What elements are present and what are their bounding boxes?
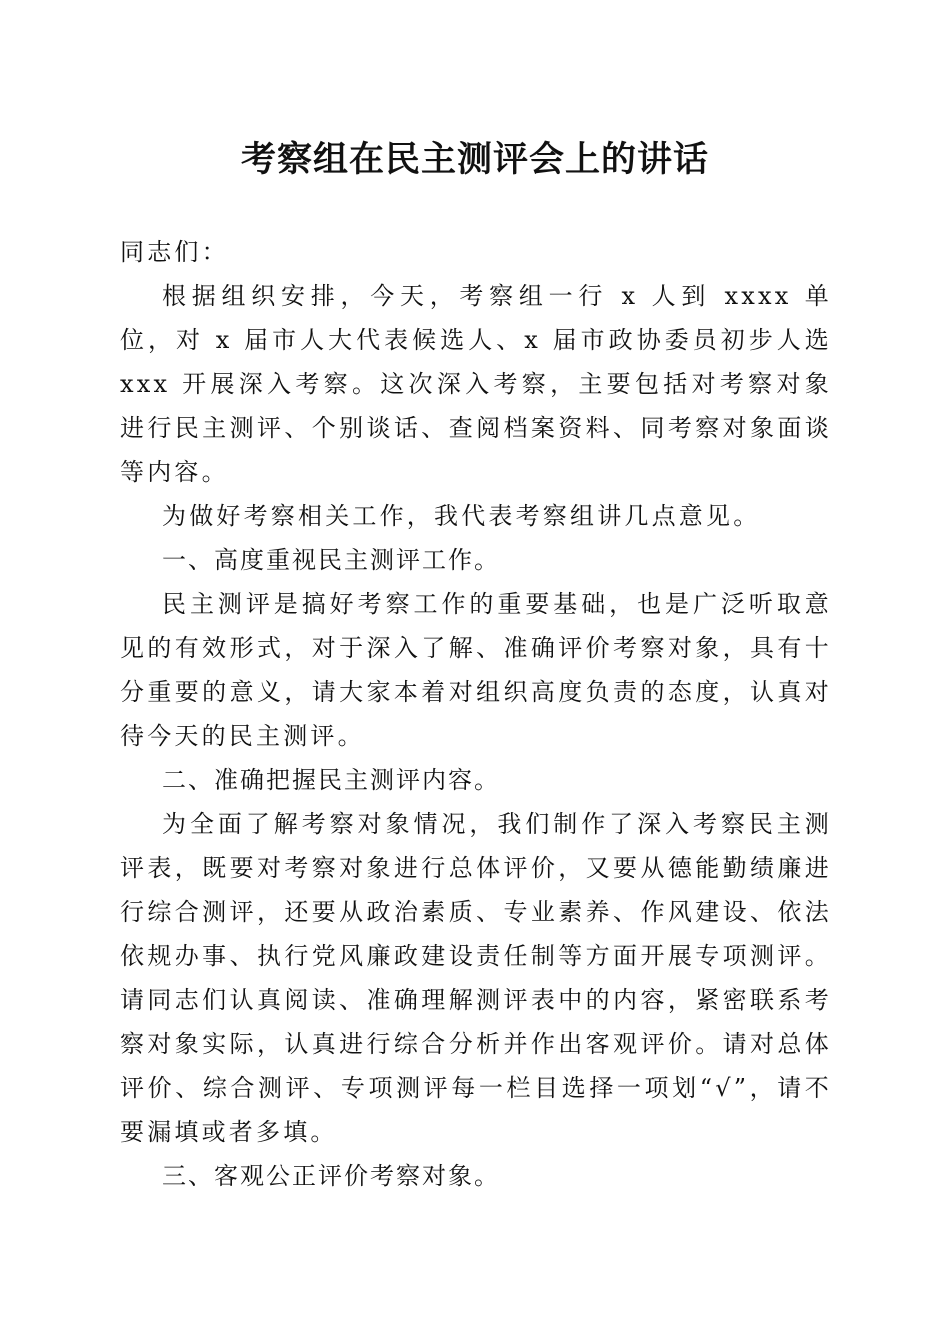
salutation: 同志们： <box>120 238 229 266</box>
paragraph-purpose: 为做好考察相关工作，我代表考察组讲几点意见。 <box>162 502 761 530</box>
paragraph-intro: 根据组织安排，今天，考察组一行 x 人到 xxxx 单位，对 x 届市人大代表候选人、x 届市政协委员初步人选 xxx 开展深入考察。这次深入考察，主要包括对考察对象进行民主测评、个别谈话、查阅档案资料、同考察对象面谈等内容。 <box>120 282 832 486</box>
section-heading-2: 二、准确把握民主测评内容。 <box>162 766 500 794</box>
document-title: 考察组在民主测评会上的讲话 <box>240 139 709 180</box>
section-body-2: 为全面了解考察对象情况，我们制作了深入考察民主测评表，既要对考察对象进行总体评价，又要从德能勤绩廉进行综合测评，还要从政治素质、专业素养、作风建设、依法依规办事、执行党风廉政建设责任制等方面开展专项测评。请同志们认真阅读、准确理解测评表中的内容，紧密联系考察对象实际，认真进行综合分析并作出客观评价。请对总体评价、综合测评、专项测评每一栏目选择一项划“√”，请不要漏填或者多填。 <box>120 810 832 1146</box>
document-body <box>120 230 832 1198</box>
section-heading-1: 一、高度重视民主测评工作。 <box>162 546 500 574</box>
section-heading-3: 三、客观公正评价考察对象。 <box>162 1162 500 1190</box>
section-body-1: 民主测评是搞好考察工作的重要基础，也是广泛听取意见的有效形式，对于深入了解、准确评价考察对象，具有十分重要的意义，请大家本着对组织高度负责的态度，认真对待今天的民主测评。 <box>120 590 832 750</box>
